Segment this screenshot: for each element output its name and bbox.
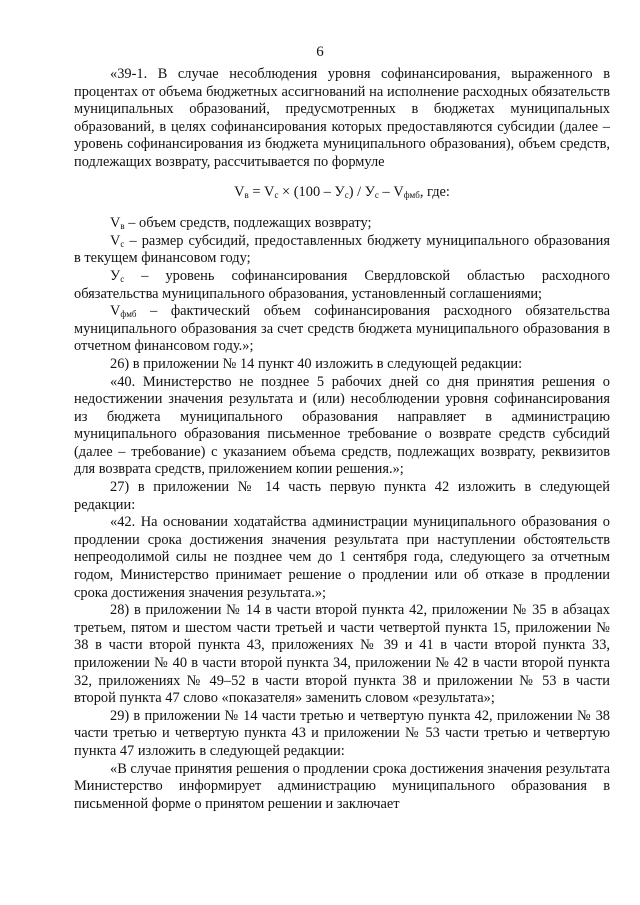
item-29: 29) в приложении № 14 части третью и четвертую пункта 42, приложении № 38 части третью и четвертую пункта 43 и приложении № 53 части третью и четвертую пункта 47 изложить в следующей редакции:	[74, 707, 610, 759]
definition-uc: $У_с$ – уровень софинансирования Свердловской областью расходного обязательства муниципального образования, установленный соглашениями;	[74, 267, 610, 302]
formula: $V_в = V_с \times (100 - У_с) / У_с - V_{фмб}$, где:	[234, 183, 450, 200]
item-27-text: «42. На основании ходатайства администрации муниципального образования о продлении срока достижения значения результата при наступлении обстоятельств непреодолимой силы не позднее чем до 1 сентября года, следующего за отчетным годом, Министерство принимает решение о продлении или об отказе в продлении срока достижения значения результата.»;	[74, 514, 610, 601]
item-26-text: «40. Министерство не позднее 5 рабочих дней со дня принятия решения о недостижении значения результата и (или) несоблюдении уровня софинансирования из бюджета муниципального образования направляет в администрацию муниципального образования письменное требование о возврате средств субсидий (далее – требование) с указанием объема средств, подлежащих возврату, реквизитов для возврата средств, приложением копии решения.»;	[74, 373, 610, 478]
item-26: 26) в приложении № 14 пункт 40 изложить в следующей редакции:	[110, 355, 523, 372]
definition-vv: $V_в$ – объем средств, подлежащих возврату;	[110, 215, 372, 232]
document-body	[74, 66, 610, 813]
item-29-text: «В случае принятия решения о продлении срока достижения значения результата Министерство информирует администрацию муниципального образования в письменной форме о принятом решении и заключает	[74, 760, 610, 812]
definition-vc: $V_с$ – размер субсидий, предоставленных бюджету муниципального образования в текущем финансовом году;	[74, 232, 610, 267]
paragraph-39-1: «39-1. В случае несоблюдения уровня софинансирования, выраженного в процентах от объема бюджетных ассигнований на исполнение расходных обязательств муниципальных образований, предусмотренных в бюджетах муниципальных образований, в целях софинансирования которых предоставляются субсидии (далее – уровень софинансирования из бюджета муниципального образования), объем средств, подлежащих возврату, рассчитывается по формуле	[74, 66, 610, 170]
definition-vfmb: $V_{фмб}$ – фактический объем софинансирования расходного обязательства муниципального образования за счет средств бюджета муниципального образования в отчетном финансовом году.»;	[74, 303, 610, 355]
item-28: 28) в приложении № 14 в части второй пункта 42, приложении № 35 в абзацах третьем, пятом и шестом части третьей и части четвертой пункта 15, приложении № 38 в части второй пункта 43, приложениях № 39 и 41 в части второй пункта 33, приложении № 40 в части второй пункта 34, приложении № 42 в части второй пункта 32, приложениях № 49–52 в части второй пункта 38 и приложении № 53 в части второй пункта 47 слово «показателя» заменить словом «результата»;	[74, 602, 610, 707]
page-number: 6	[316, 44, 324, 60]
item-27: 27) в приложении № 14 часть первую пункта 42 изложить в следующей редакции:	[74, 479, 610, 513]
